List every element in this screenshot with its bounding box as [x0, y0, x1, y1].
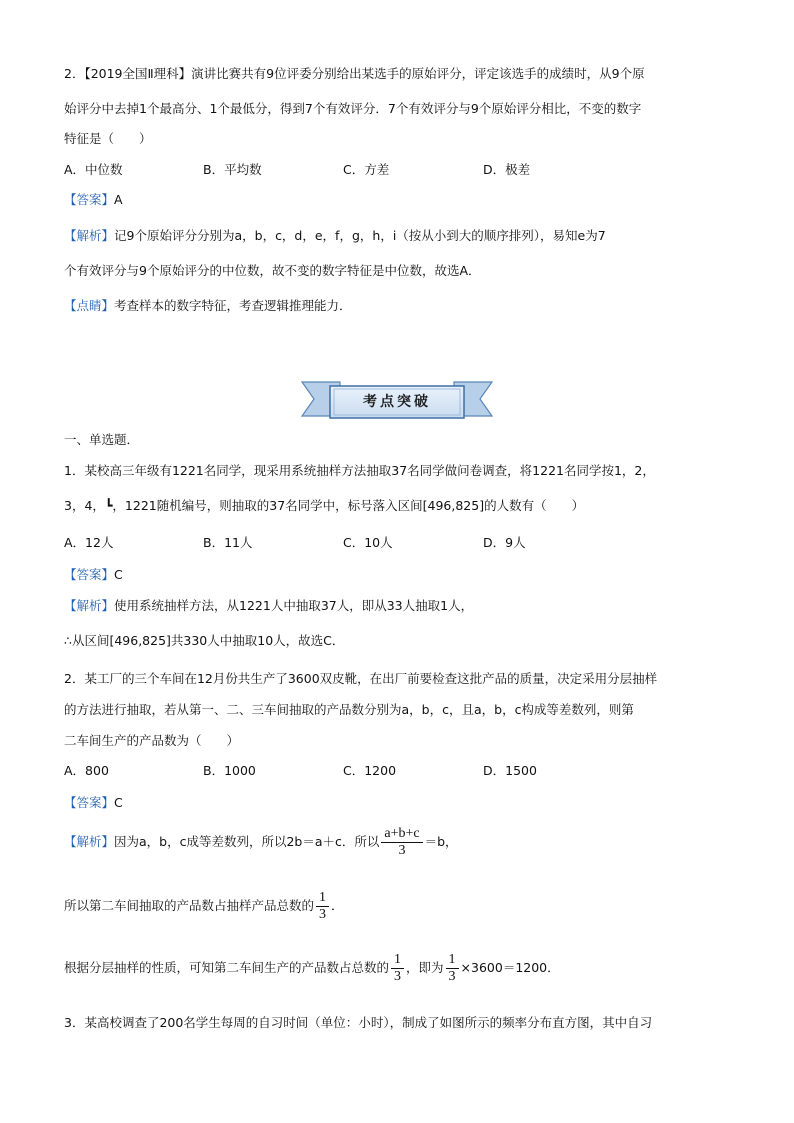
q1-analysis-line-1	[64, 598, 473, 613]
fraction-denominator: 3	[394, 969, 402, 985]
answer-value: A	[114, 192, 123, 207]
section-banner	[300, 380, 494, 422]
answer-value: C	[114, 567, 123, 582]
analysis-text: 根据分层抽样的性质，可知第二车间生产的产品数占总数的	[64, 960, 390, 976]
point-text: 考查样本的数字特征，考查逻辑推理能力．	[114, 298, 352, 313]
q1-analysis-line-2: ∴从区间[496,825]共330人中抽取10人，故选C．	[64, 633, 345, 648]
q2-option-d: D．1500	[483, 763, 537, 778]
q2-option-c: C．1200	[343, 763, 397, 778]
prev-q2-point	[64, 298, 352, 313]
point-tag: 【点睛】	[64, 298, 115, 313]
analysis-text-tail: ．	[331, 898, 344, 914]
q2-line-1: 2．某工厂的三个车间在12月份共生产了3600双皮靴，在出厂前要检查这批产品的质量，决定采用分层抽样	[64, 671, 658, 686]
fraction	[446, 952, 459, 985]
q2-line-3: 二车间生产的产品数为（ ）	[64, 733, 240, 748]
q1-option-a: A．12人	[64, 535, 114, 550]
analysis-text-tail: ＝b，	[424, 834, 458, 850]
fraction-denominator: 3	[319, 907, 327, 923]
q3-line-1: 3．某高校调查了200名学生每周的自习时间（单位：小时），制成了如图所示的频率分布直方图，其中自习	[64, 1015, 653, 1030]
prev-q2-analysis-line-2: 个有效评分与9个原始评分的中位数，故不变的数字特征是中位数，故选A．	[64, 263, 481, 278]
fraction-numerator: 1	[319, 890, 327, 905]
prev-q2-option-a: A．中位数	[64, 162, 123, 177]
fraction	[381, 826, 422, 859]
analysis-text: 所以第二车间抽取的产品数占抽样产品总数的	[64, 898, 315, 914]
section-title: 一、单选题．	[64, 432, 140, 447]
analysis-tag: 【解析】	[64, 834, 115, 850]
fraction-denominator: 3	[448, 969, 456, 985]
prev-q2-option-c: C．方差	[343, 162, 390, 177]
q1-option-c: C．10人	[343, 535, 393, 550]
q1-line-1: 1．某校高三年级有1221名同学，现采用系统抽样方法抽取37名同学做问卷调查，将1221名同学按1，2，	[64, 463, 655, 478]
answer-tag: 【答案】	[64, 567, 115, 582]
prev-q2-line-2: 始评分中去掉1个最高分、1个最低分，得到7个有效评分．7个有效评分与9个原始评分相比，不变的数字	[64, 101, 642, 116]
q2-analysis-line-2	[64, 890, 344, 923]
prev-q2-line-1: 2．【2019全国Ⅱ理科】演讲比赛共有9位评委分别给出某选手的原始评分，评定该选手的成绩时，从9个原	[64, 66, 645, 81]
prev-q2-option-d: D．极差	[483, 162, 531, 177]
fraction-denominator: 3	[398, 843, 406, 859]
q1-line-2: 3，4，┗，1221随机编号，则抽取的37名同学中，标号落入区间[496,825]的人数有（ ）	[64, 498, 585, 513]
analysis-text: 使用系统抽样方法，从1221人中抽取37人，即从33人抽取1人，	[114, 598, 474, 613]
analysis-tag: 【解析】	[64, 598, 115, 613]
analysis-text-tail: ×3600＝1200．	[460, 960, 560, 976]
prev-q2-analysis-line-1	[64, 228, 606, 243]
fraction-numerator: 1	[448, 952, 456, 967]
q1-option-b: B．11人	[203, 535, 253, 550]
fraction-numerator: a+b+c	[384, 826, 420, 841]
prev-q2-answer	[64, 192, 123, 207]
q2-analysis-line-3	[64, 952, 560, 985]
fraction-numerator: 1	[394, 952, 402, 967]
answer-tag: 【答案】	[64, 795, 115, 810]
prev-q2-line-3: 特征是（ ）	[64, 131, 152, 146]
analysis-text-mid: ，即为	[406, 960, 444, 976]
q2-line-2: 的方法进行抽取，若从第一、二、三车间抽取的产品数分别为a，b，c，且a，b，c构成等差数列，则第	[64, 702, 634, 717]
q2-analysis-line-1	[64, 826, 458, 859]
q1-option-d: D．9人	[483, 535, 526, 550]
analysis-text: 因为a，b，c成等差数列，所以2b＝a＋c．所以	[114, 834, 380, 850]
fraction	[316, 890, 329, 923]
q2-option-a: A．800	[64, 763, 109, 778]
banner-title: 考点突破	[363, 394, 431, 410]
q2-option-b: B．1000	[203, 763, 256, 778]
answer-value: C	[114, 795, 123, 810]
q1-answer	[64, 567, 123, 582]
prev-q2-option-b: B．平均数	[203, 162, 262, 177]
analysis-tag: 【解析】	[64, 228, 115, 243]
analysis-text: 记9个原始评分分别为a，b，c，d，e，f，g，h，i（按从小到大的顺序排列），易知e为7	[114, 228, 606, 243]
answer-tag: 【答案】	[64, 192, 115, 207]
fraction	[391, 952, 404, 985]
q2-answer	[64, 795, 123, 810]
